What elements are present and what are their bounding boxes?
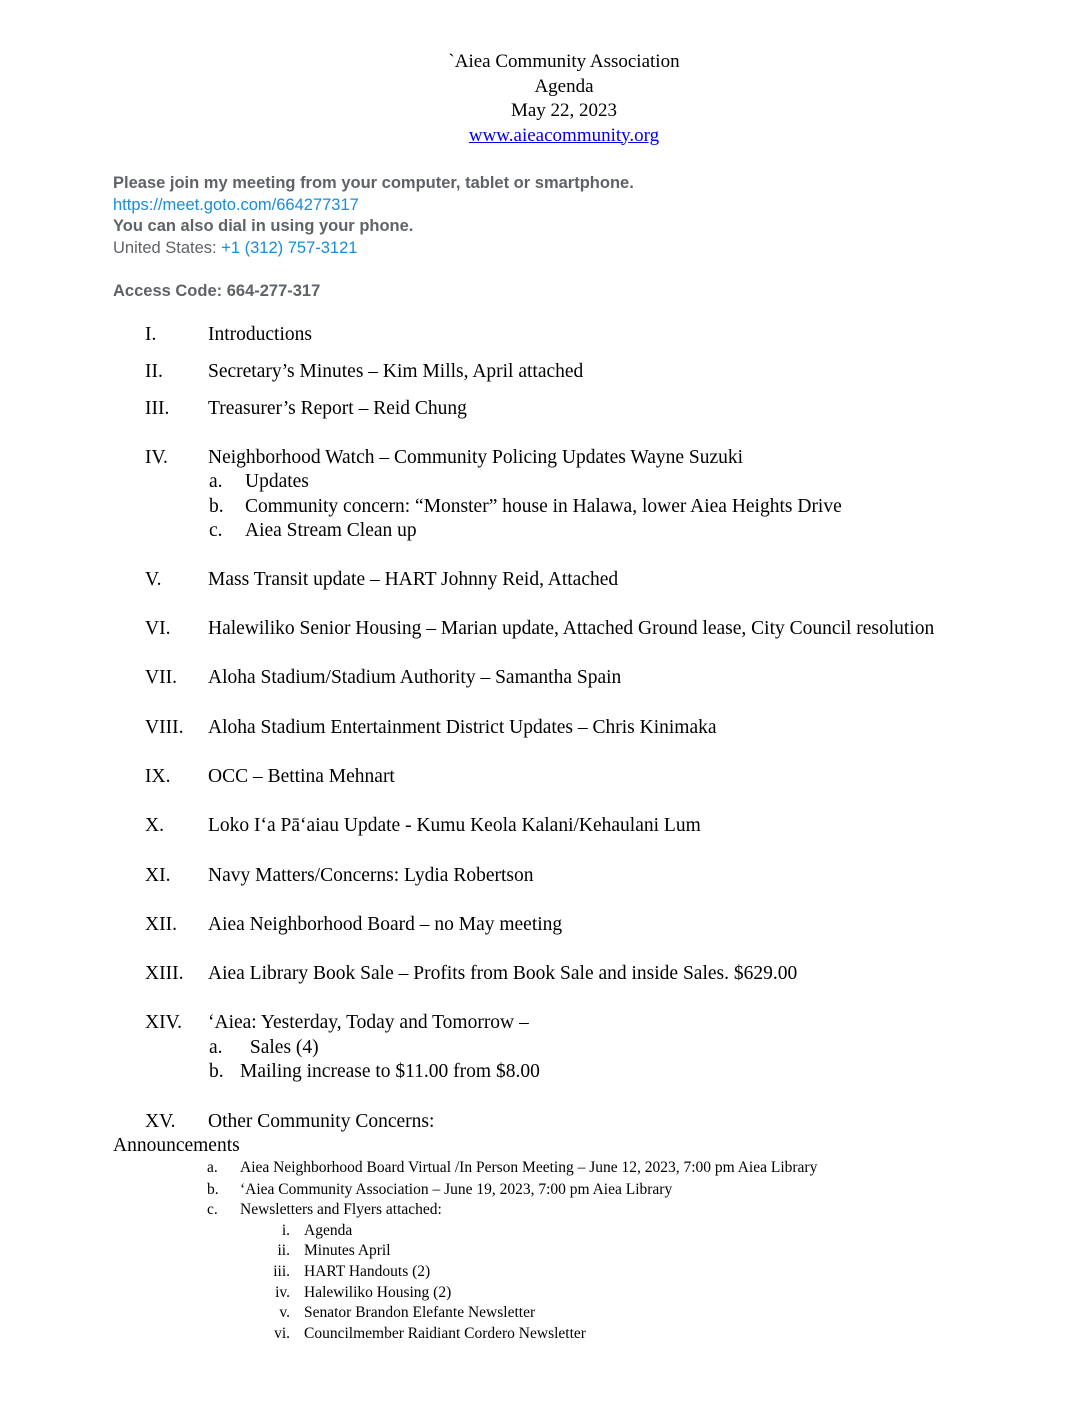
agenda-number: II. (145, 361, 163, 382)
agenda-number: IX. (145, 766, 171, 787)
announcements-heading: Announcements (113, 1135, 240, 1156)
agenda-number: I. (145, 324, 157, 345)
subitem-letter: b. (209, 496, 224, 517)
agenda-text: ‘Aiea: Yesterday, Today and Tomorrow – (208, 1012, 529, 1033)
announcement-text: Aiea Neighborhood Board Virtual /In Person Meeting – June 12, 2023, 7:00 pm Aiea Library (240, 1159, 818, 1176)
announcement-letter: b. (207, 1181, 219, 1198)
subitem-text: Updates (245, 471, 309, 492)
subitem-letter: b. (209, 1061, 224, 1082)
agenda-text: Introductions (208, 324, 312, 345)
subitem-letter: c. (209, 520, 223, 541)
agenda-text: Halewiliko Senior Housing – Marian update, Attached Ground lease, City Council resolution (208, 618, 935, 639)
announcement-letter: a. (207, 1159, 218, 1176)
agenda-number: XIII. (145, 963, 184, 984)
agenda-text: Neighborhood Watch – Community Policing Updates Wayne Suzuki (208, 447, 744, 468)
agenda-text: Loko Iʻa Pāʻaiau Update - Kumu Keola Kalani/Kehaulani Lum (208, 815, 701, 836)
agenda-text: OCC – Bettina Mehnart (208, 766, 395, 787)
meeting-date: May 22, 2023 (510, 100, 618, 121)
subitem-text: Community concern: “Monster” house in Halawa, lower Aiea Heights Drive (245, 496, 842, 517)
attachment-text: Councilmember Raidiant Cordero Newsletter (304, 1325, 586, 1342)
attachment-text: Senator Brandon Elefante Newsletter (304, 1304, 536, 1321)
attachment-text: Agenda (304, 1222, 353, 1239)
announcement-text: Newsletters and Flyers attached: (240, 1201, 442, 1218)
agenda-number: XII. (145, 914, 177, 935)
agenda-number: X. (145, 815, 164, 836)
agenda-text: Aiea Neighborhood Board – no May meeting (208, 914, 563, 935)
org-name: `Aiea Community Association (448, 51, 680, 72)
subitem-text: Mailing increase to $11.00 from $8.00 (240, 1061, 540, 1082)
agenda-number: VIII. (145, 717, 184, 738)
country-label: United States: (113, 238, 217, 257)
agenda-number: XV. (145, 1111, 176, 1132)
attachment-number: iii. (273, 1263, 290, 1280)
subitem-text: Aiea Stream Clean up (245, 520, 417, 541)
agenda-number: XI. (145, 865, 171, 886)
agenda-number: VI. (145, 618, 171, 639)
join-instructions: Please join my meeting from your computer, tablet or smartphone. (113, 174, 634, 192)
agenda-text: Other Community Concerns: (208, 1111, 435, 1132)
agenda-text: Aiea Library Book Sale – Profits from Book Sale and inside Sales. $629.00 (208, 963, 798, 984)
meeting-info (113, 173, 634, 259)
attachment-text: Halewiliko Housing (2) (304, 1284, 452, 1301)
attachment-number: ii. (277, 1242, 290, 1259)
agenda-number: IV. (145, 447, 168, 468)
phone-link[interactable]: +1 (312) 757-3121 (221, 238, 358, 257)
website-link[interactable]: www.aieacommunity.org (468, 124, 660, 146)
meeting-url-link[interactable]: https://meet.goto.com/664277317 (113, 195, 359, 214)
agenda-text: Aloha Stadium/Stadium Authority – Samantha Spain (208, 667, 622, 688)
agenda-text: Aloha Stadium Entertainment District Updates – Chris Kinimaka (208, 717, 717, 738)
subitem-letter: a. (209, 1037, 223, 1058)
attachment-number: i. (281, 1222, 290, 1239)
agenda-number: V. (145, 569, 162, 590)
attachment-text: HART Handouts (2) (304, 1263, 431, 1280)
agenda-number: VII. (145, 667, 177, 688)
attachment-number: iv. (275, 1284, 290, 1301)
agenda-text: Navy Matters/Concerns: Lydia Robertson (208, 865, 534, 886)
doc-title: Agenda (534, 75, 594, 97)
subitem-text: Sales (4) (245, 1037, 319, 1058)
attachment-number: vi. (274, 1325, 290, 1342)
announcement-text: ‘Aiea Community Association – June 19, 2023, 7:00 pm Aiea Library (240, 1181, 673, 1198)
agenda-text: Mass Transit update – HART Johnny Reid, Attached (208, 569, 619, 590)
announcement-letter: c. (207, 1201, 218, 1218)
agenda-text: Secretary’s Minutes – Kim Mills, April attached (208, 361, 584, 382)
attachment-number: v. (279, 1304, 290, 1321)
agenda-number: III. (145, 398, 170, 419)
document-header (0, 50, 1088, 148)
agenda-text: Treasurer’s Report – Reid Chung (208, 398, 467, 419)
attachment-text: Minutes April (304, 1242, 391, 1259)
access-code: Access Code: 664-277-317 (113, 282, 321, 300)
subitem-letter: a. (209, 471, 223, 492)
dial-instructions: You can also dial in using your phone. (113, 217, 414, 235)
agenda-number: XIV. (145, 1012, 183, 1033)
